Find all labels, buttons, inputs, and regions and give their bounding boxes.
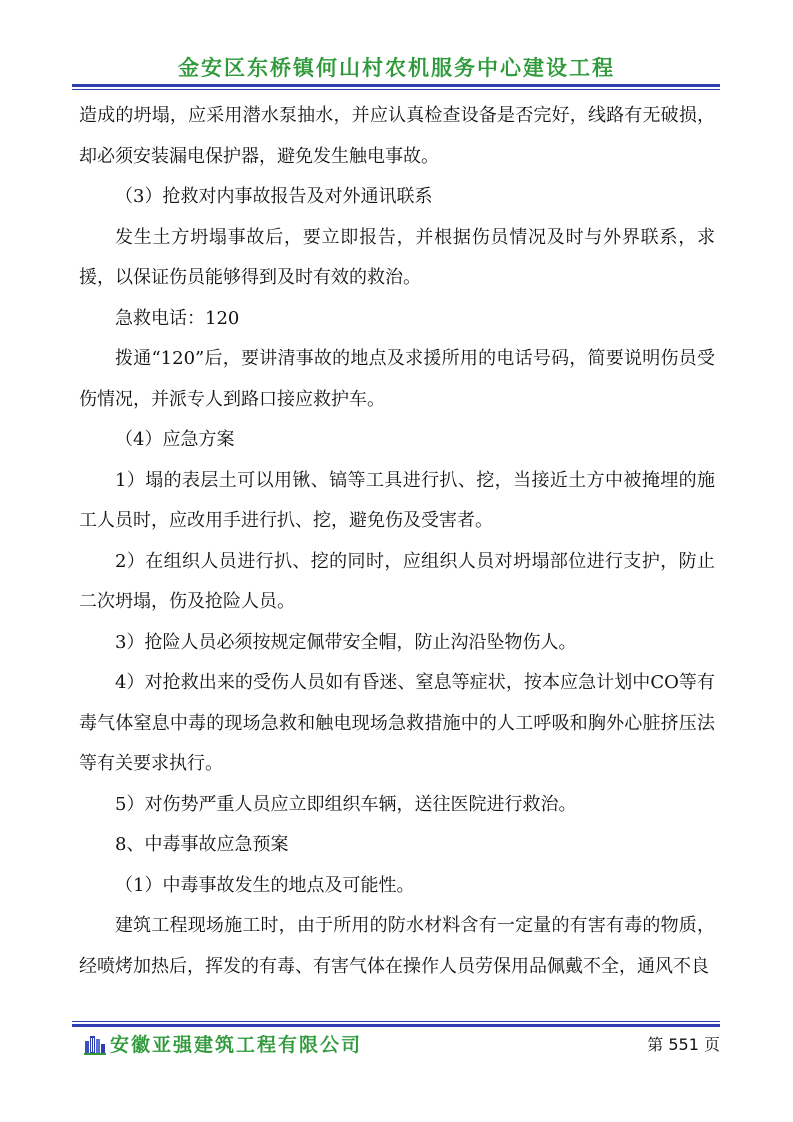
paragraph: 4）对抢救出来的受伤人员如有昏迷、窒息等症状，按本应急计划中CO等有毒气体窒息中毒的现场急救和触电现场急救措施中的人工呼吸和胸外心脏挤压法等有关要求执行。	[79, 672, 715, 774]
paragraph: 建筑工程现场施工时，由于所用的防水材料含有一定量的有害有毒的物质，经喷烤加热后，挥发的有毒、有害气体在操作人员劳保用品佩戴不全，通风不良	[79, 915, 715, 977]
paragraph: 急救电话：120	[115, 307, 240, 329]
paragraph: 2）在组织人员进行扒、挖的同时，应组织人员对坍塌部位进行支护，防止二次坍塌，伤及抢险人员。	[79, 550, 715, 612]
paragraph: 5）对伤势严重人员应立即组织车辆，送往医院进行救治。	[115, 793, 577, 815]
company-name: 安徽亚强建筑工程有限公司	[110, 1034, 363, 1056]
paragraph: （4）应急方案	[115, 429, 235, 450]
paragraph: 8、中毒事故应急预案	[115, 834, 289, 855]
paragraph: （1）中毒事故发生的地点及可能性。	[115, 874, 415, 896]
document-header-title: 金安区东桥镇何山村农机服务中心建设工程	[178, 56, 615, 80]
building-logo-icon	[84, 1033, 106, 1055]
header-divider	[72, 84, 720, 90]
document-body	[79, 96, 715, 987]
paragraph: 1）塌的表层土可以用锹、镐等工具进行扒、挖，当接近土方中被掩埋的施工人员时，应改用手进行扒、挖，避免伤及受害者。	[79, 469, 715, 531]
page-number: 第 551 页	[647, 1035, 720, 1054]
paragraph: 3）抢险人员必须按规定佩带安全帽，防止沟沿坠物伤人。	[115, 631, 577, 653]
page-footer	[84, 1030, 720, 1060]
company-block	[84, 1030, 362, 1057]
paragraph: （3）抢救对内事故报告及对外通讯联系	[115, 186, 433, 207]
footer-divider	[72, 1021, 720, 1027]
paragraph: 发生土方坍塌事故后，要立即报告，并根据伤员情况及时与外界联系，求援，以保证伤员能够得到及时有效的救治。	[79, 226, 715, 288]
paragraph: 造成的坍塌，应采用潜水泵抽水，并应认真检查设备是否完好，线路有无破损，却必须安装漏电保护器，避免发生触电事故。	[79, 105, 715, 167]
paragraph: 拨通“120”后，要讲清事故的地点及求援所用的电话号码，简要说明伤员受伤情况，并派专人到路口接应救护车。	[79, 348, 715, 410]
